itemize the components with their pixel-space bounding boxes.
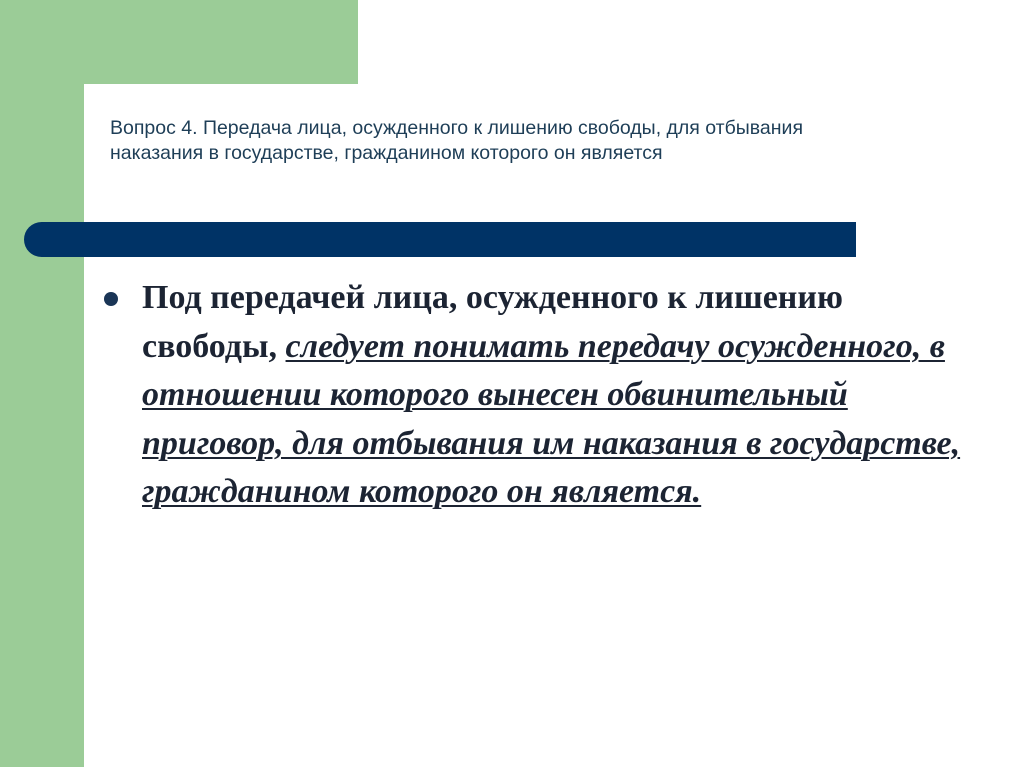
title-divider-bar [24,222,856,257]
bullet-item [104,274,964,517]
side-accent-stripe [0,0,84,767]
bullet-dot-icon [104,292,118,306]
top-accent-block [0,0,358,84]
slide-title: Вопрос 4. Передача лица, осужденного к лишению свободы, для отбывания наказания в государстве, гражданином которого он является [110,117,804,164]
bullet-plain-text: Под передачей лица, осужденного к лишению свободы, [142,279,843,365]
bullet-emphasis-text: следует понимать передачу осужденного, в отношении которого вынесен обвинительный приговор, для отбывания им наказания в государстве, гражданином которого он является. [142,327,961,510]
bullet-list [104,274,964,517]
